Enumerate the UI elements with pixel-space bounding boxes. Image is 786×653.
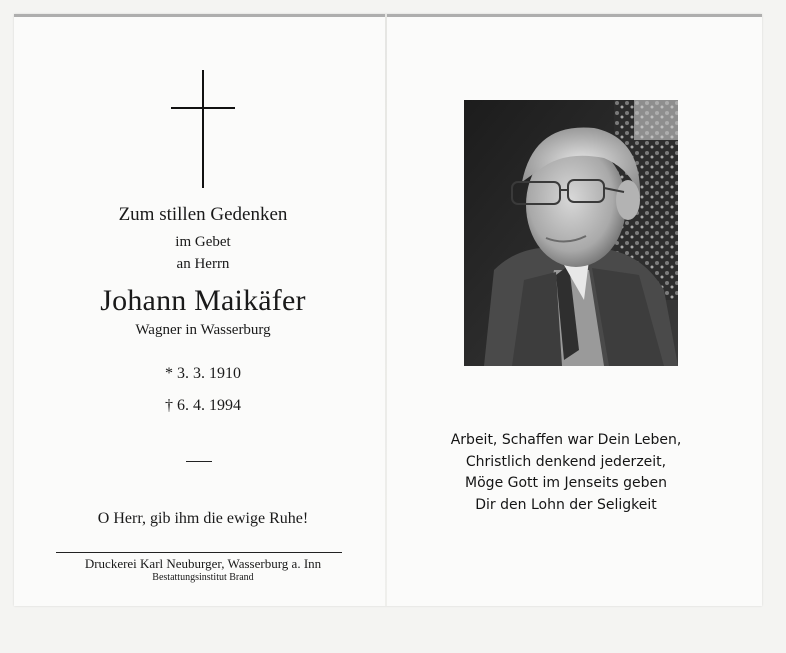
prayer-line: im Gebet — [175, 234, 231, 250]
portrait-illustration — [464, 100, 678, 366]
cross-icon — [171, 70, 235, 188]
verse-line: Christlich denkend jederzeit, — [465, 453, 667, 470]
birth-date: * 3. 3. 1910 — [165, 365, 241, 382]
verse-line: Arbeit, Schaffen war Dein Leben, — [450, 432, 682, 448]
footer-rule — [56, 552, 342, 553]
occupation: Wagner in Wasserburg — [135, 322, 271, 338]
mister-line: an Herrn — [176, 256, 230, 272]
card-edge-shadow — [14, 14, 762, 17]
funeral-home-credit: Bestattungsinstitut Brand — [152, 572, 254, 583]
portrait-photo — [464, 100, 678, 366]
verse-line: Möge Gott im Jenseits geben — [465, 475, 667, 491]
card-fold — [385, 14, 387, 606]
separator-dash — [186, 461, 212, 462]
memorial-verse — [420, 430, 712, 516]
closing-prayer: O Herr, gib ihm die ewige Ruhe! — [97, 510, 309, 527]
verse-line: Dir den Lohn der Seligkeit — [475, 496, 657, 513]
printer-credit: Druckerei Karl Neuburger, Wasserburg a. Inn — [84, 556, 322, 571]
deceased-name: Johann Maikäfer — [100, 284, 306, 317]
death-date: † 6. 4. 1994 — [165, 397, 241, 414]
heading: Zum stillen Gedenken — [118, 204, 288, 225]
